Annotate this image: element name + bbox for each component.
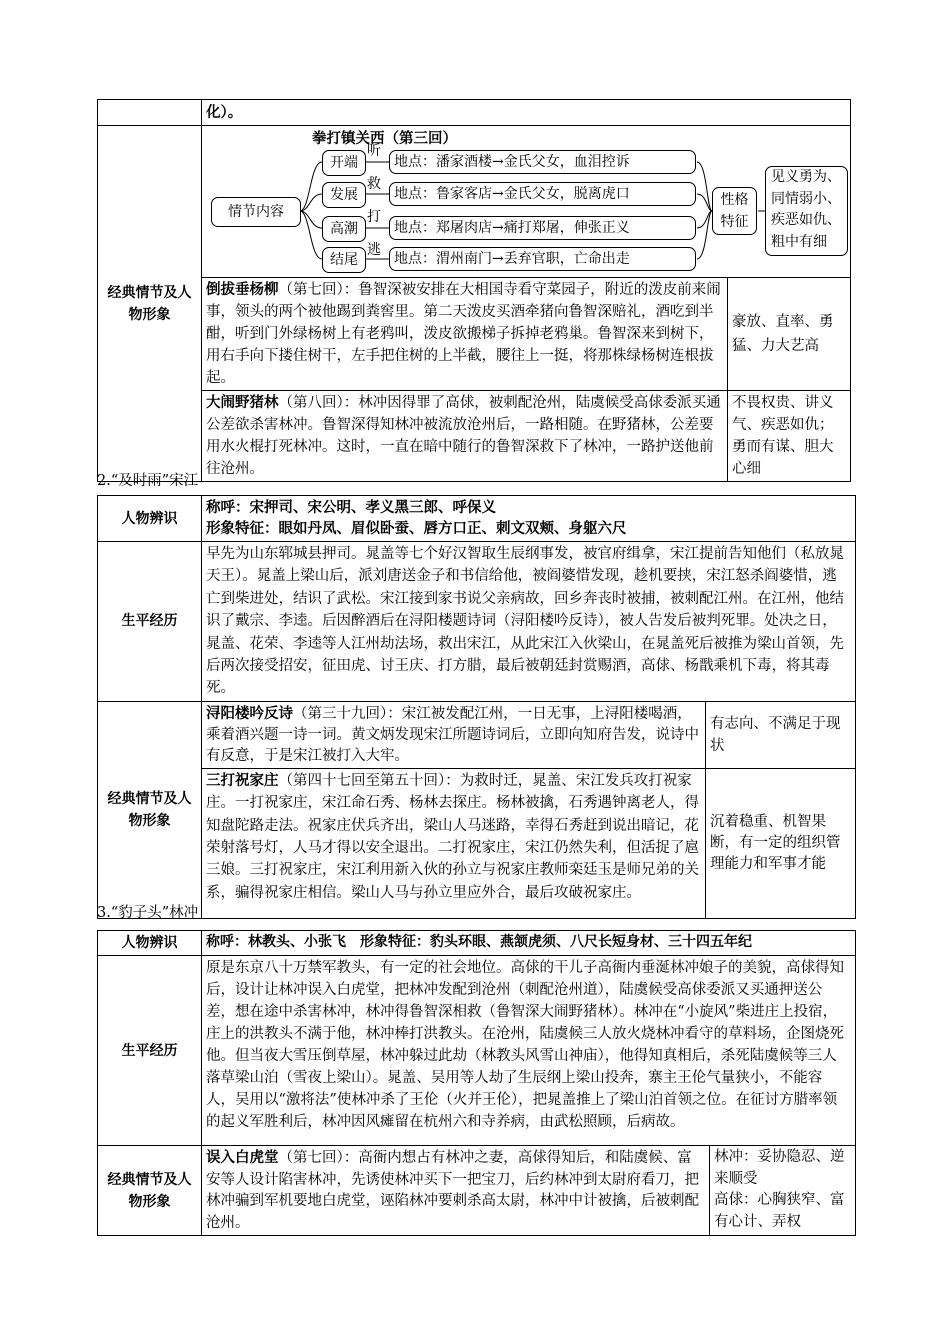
- trait-label-box: 性格特征: [712, 187, 757, 235]
- xunyang-text: （第三十九回）：宋江被发配江州，一日无事，上浔阳楼喝酒，乘着酒兴题一诗一词。黄文炳发现宋江所题诗词后，立即向知府告发，说诗中有反意，于是宋江被打入大牢。: [206, 705, 699, 764]
- danao-text: （第八回）：林冲因得罪了高俅，被刺配沧州，陆虞候受高俅委派买通公差欲杀害林冲。鲁智深得知林冲被流放沧州后，一路相随。在野猪林，公差要用水火棍打死林冲。这时，一直在暗中随行的鲁智深救下了林冲，一路护送他前往沧州。: [206, 395, 721, 477]
- song-names: 称呼：宋押司、宋公明、孝义黑三郎、呼保义: [206, 499, 496, 516]
- lin-classic-label: 经典情节及人物形象: [98, 1146, 202, 1236]
- zhujia-text: （第四十七回至第五十回）：为救时迁，晁盖、宋江发兵攻打祝家庄。一打祝家庄，宋江命石秀、杨林去探庄。杨林被擒，石秀遇钟离老人，得知盘陀路走法。祝家庄伏兵齐出，梁山人马迷路，幸得石秀赶到说出暗记，花荣射落号灯，人马才得以安全退出。二打祝家庄，宋江仍然失利，但活捉了扈三娘。三打祝家庄，宋江利用新入伙的孙立与祝家庄教师栾廷玉是师兄弟的关系，骗得祝家庄相信。梁山人马与孙立里应外合，最后攻破祝家庄。: [206, 772, 699, 901]
- zhujia-title: 三打祝家庄: [206, 771, 279, 789]
- place-box-2: 地点：鲁家客店→金氏父女，脱离虎口: [389, 182, 696, 206]
- daoba-title: 倒拔垂杨柳: [206, 281, 279, 298]
- baihu-title: 误入白虎堂: [206, 1149, 279, 1166]
- stage-start-box: 开端: [322, 150, 366, 176]
- verb-save: 救: [367, 176, 381, 192]
- place-box-4: 地点：渭州南门→丢弃官职，亡命出走: [389, 247, 696, 271]
- song-life-label: 生平经历: [98, 542, 202, 702]
- lin-chong-table: [97, 930, 856, 1236]
- zhujia-cell: [202, 768, 706, 918]
- lin-id-label: 人物辨识: [98, 931, 202, 956]
- lin-id-text: 称呼：林教头、小张飞 形象特征：豹头环眼、燕颔虎须、八尺长短身材、三十四五年纪: [202, 931, 856, 956]
- lin-chong-heading: 3.“豹子头”林冲: [97, 905, 199, 921]
- baihu-trait-lin: 林冲：妥协隐忍、逆来顺受: [714, 1149, 845, 1187]
- danao-trait: 不畏权贵、讲义气、疾恶如仇；勇而有谋、胆大心细: [728, 391, 851, 482]
- classic-plot-label: 经典情节及人物形象: [98, 126, 202, 482]
- daoba-text: （第七回）：鲁智深被安排在大相国寺看守菜园子，附近的泼皮前来闹事，领头的两个被他踢到粪窖里。第二天泼皮买酒牵猪向鲁智深赔礼，酒吃到半酣，听到门外绿杨树上有老鸦叫，泼皮欲搬梯子拆掉老鸦巢。鲁智深来到树下，用右手向下搂住树干，左手把住树的上半截，腰往上一挺，将那株绿杨树连根拔起。: [206, 282, 721, 386]
- song-classic-label: 经典情节及人物形象: [98, 701, 202, 918]
- stage-develop-box: 发展: [322, 182, 366, 208]
- place-box-3: 地点：郑屠肉店→痛打郑屠，伸张正义: [389, 216, 696, 240]
- song-jiang-heading: 2.“及时雨”宋江: [97, 473, 199, 489]
- song-life-text: 早先为山东郓城县押司。晁盖等七个好汉智取生辰纲事发，被官府缉拿，宋江提前告知他们（私放晁天王）。晁盖上梁山后，派刘唐送金子和书信给他，被阎婆惜发现，趁机要挟，宋江怒杀阎婆惜，逃亡到柴进处，结识了武松。宋江接到家书说父亲病故，回乡奔丧时被捕，被刺配江州。在江州，他结识了戴宗、李逵。后因醉酒后在浔阳楼题诗词（浔阳楼吟反诗），被人告发后被判死罪。处决之日，晁盖、花荣、李逵等人江州劫法场，救出宋江，从此宋江入伙梁山，在晁盖死后被推为梁山首领，先后两次接受招安，征田虎、讨王庆、打方腊，最后被朝廷封赏赐酒，高俅、杨戬乘机下毒，将其毒死。: [202, 542, 856, 702]
- baihu-trait-gao: 高俅：心胸狭窄、富有心计、弄权: [714, 1192, 845, 1230]
- baihu-cell: [202, 1146, 710, 1236]
- verb-listen: 听: [367, 143, 381, 159]
- continuation-text: 化）。: [202, 100, 851, 126]
- xunyang-title: 浔阳楼吟反诗: [206, 704, 293, 722]
- stage-end-box: 结尾: [322, 247, 366, 273]
- song-features: 形象特征：眼如丹凤、眉似卧蚕、唇方口正、刺文双颊、身躯六尺: [206, 520, 627, 537]
- song-id-cell: [202, 496, 856, 542]
- lin-life-text: 原是东京八十万禁军教头，有一定的社会地位。高俅的干儿子高衙内垂涎林冲娘子的美貌，高俅得知后，设计让林冲误入白虎堂，把林冲发配到沧州（刺配沧州道），陆虞候受高俅委派又买通押送公差，想在途中杀害林冲，林冲得鲁智深相救（鲁智深大闹野猪林）。林冲在“小旋风”柴进庄上投宿，庄上的洪教头不满于他，林冲棒打洪教头。在沧州，陆虞候三人放火烧林冲看守的草料场，企图烧死他。但当夜大雪压倒草屋，林冲躲过此劫（林教头风雪山神庙），他得知真相后，杀死陆虞候等三人落草梁山泊（雪夜上梁山）。晁盖、吴用等人劫了生辰纲上梁山投奔，寨主王伦气量狭小，不能容人，吴用以“激将法”使林冲杀了王伦（火并王伦），把晁盖推上了梁山泊首领之位。在征讨方腊率领的起义军胜利后，林冲因风瘫留在杭州六和寺养病，由武松照顾，后病故。: [202, 956, 856, 1146]
- lin-life-label: 生平经历: [98, 956, 202, 1146]
- song-jiang-table: [97, 495, 856, 919]
- baihu-trait-cell: [710, 1146, 856, 1236]
- xunyang-trait: 有志向、不满足于现状: [706, 701, 856, 768]
- trait-text-box: 见义勇为、同情弱小、疾恶如仇、粗中有细: [765, 166, 848, 256]
- verb-beat: 打: [367, 209, 381, 225]
- baihu-text: （第七回）：高衙内想占有林冲之妻，高俅得知后，和陆虞候、富安等人设计陷害林冲，先诱使林冲买下一把宝刀，后约林冲到太尉府看刀，把林冲骗到军机要地白虎堂，诬陷林冲要刺杀高太尉，林冲中计被擒，后被刺配沧州。: [206, 1150, 699, 1231]
- song-id-label: 人物辨识: [98, 496, 202, 542]
- zhujia-trait: 沉着稳重、机智果断，有一定的组织管理能力和军事才能: [706, 768, 856, 918]
- verb-flee: 逃: [367, 242, 381, 258]
- danao-cell: [202, 391, 728, 482]
- plot-center-box: 情节内容: [211, 197, 301, 227]
- daoba-trait: 豪放、直率、勇猛、力大艺高: [728, 278, 851, 391]
- danao-title: 大闹野猪林: [206, 394, 279, 411]
- stage-climax-box: 高潮: [322, 216, 366, 242]
- quanda-title: 拳打镇关西（第三回）: [312, 130, 457, 147]
- xunyang-cell: [202, 701, 706, 768]
- place-box-1: 地点：潘家酒楼→金氏父女，血泪控诉: [389, 150, 696, 174]
